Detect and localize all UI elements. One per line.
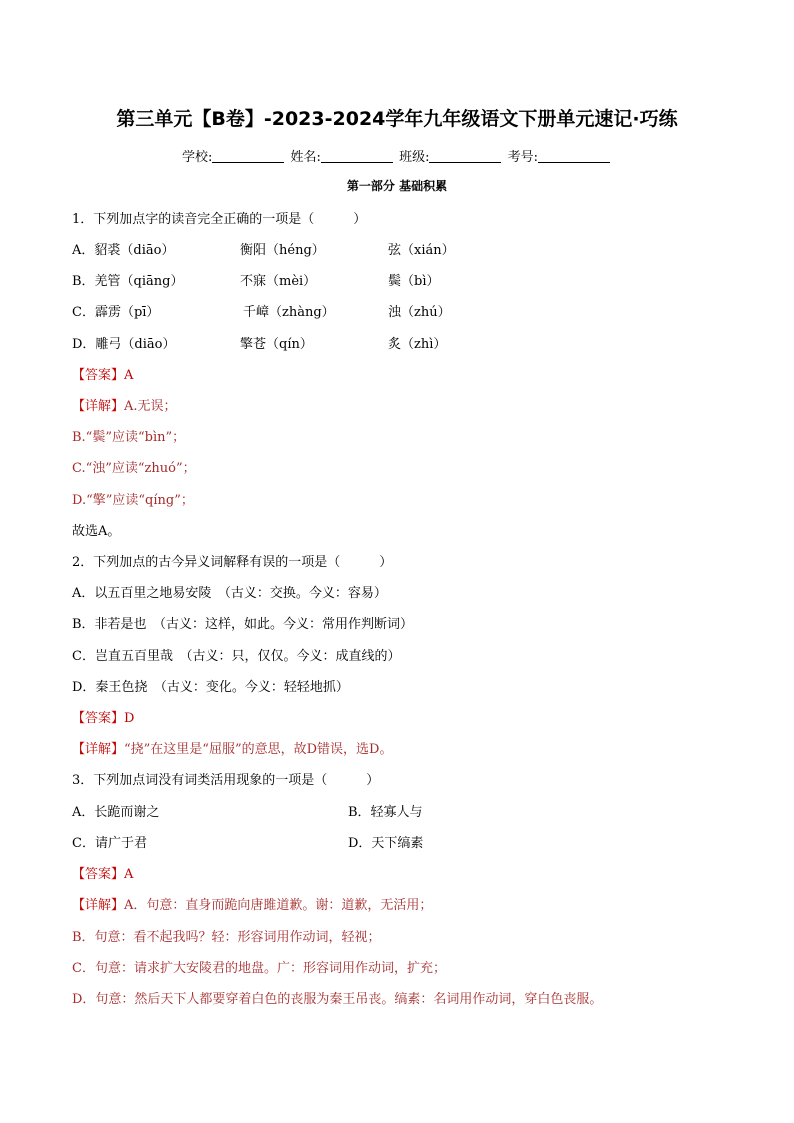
answer-value: A xyxy=(124,867,134,882)
q2-answer xyxy=(72,707,134,726)
q1-answer xyxy=(72,364,133,383)
q3-detail-d: D．句意：然后天下人都要穿着白色的丧服为秦王吊丧。缟素：名词用作动词，穿白色丧服。 xyxy=(72,992,603,1007)
answer-value: D xyxy=(124,711,135,726)
q1-option-a-3: 弦（xián） xyxy=(388,243,455,258)
class-label: 班级: xyxy=(399,150,430,165)
q1-option-a-1: A．貂裘（diāo） xyxy=(72,243,175,258)
q1-option-c-2: 千嶂（zhàng） xyxy=(243,305,335,320)
q3-answer xyxy=(72,863,133,882)
exam-no-blank[interactable] xyxy=(538,150,610,163)
q3-detail-c: C．句意：请求扩大安陵君的地盘。广：形容词用作动词，扩充； xyxy=(72,961,446,976)
q1-option-b-1: B．羌管（qiāng） xyxy=(72,274,184,289)
q2-detail xyxy=(72,738,392,757)
q1-detail-d: D.“擎”应读“qíng”； xyxy=(72,493,194,508)
answer-value: A xyxy=(124,368,134,383)
q3-option-d: D．天下缟素 xyxy=(348,836,424,851)
school-blank[interactable] xyxy=(212,150,284,163)
name-blank[interactable] xyxy=(321,150,393,163)
school-label: 学校: xyxy=(182,150,213,165)
q2-option-c: C．岂直五百里哉 （古义：只，仅仅。今义：成直线的） xyxy=(72,649,401,664)
q3-option-a: A．长跪而谢之 xyxy=(72,805,160,820)
q3-stem: 3．下列加点词没有词类活用现象的一项是（ ） xyxy=(72,773,380,788)
class-blank[interactable] xyxy=(429,150,501,163)
q1-detail xyxy=(72,395,177,414)
q1-option-b-2: 不寐（mèi） xyxy=(240,274,317,289)
q1-stem: 1．下列加点字的读音完全正确的一项是（ ） xyxy=(72,212,367,227)
q3-detail-b: B．句意：看不起我吗？轻：形容词用作动词，轻视； xyxy=(72,930,381,945)
q2-option-a: A．以五百里之地易安陵 （古义：交换。今义：容易） xyxy=(72,586,387,601)
q1-option-a-2: 衡阳（héng） xyxy=(240,243,325,258)
section-heading: 第一部分 基础积累 xyxy=(346,179,448,193)
q1-option-b-3: 鬓（bì） xyxy=(388,274,440,289)
q2-option-d: D．秦王色挠 （古义：变化。今义：轻轻地抓） xyxy=(72,680,349,695)
q3-option-c: C．请广于君 xyxy=(72,836,147,851)
name-label: 姓名: xyxy=(290,150,321,165)
detail-text: “挠”在这里是“屈服”的意思，故D错误，选D。 xyxy=(124,742,393,757)
page-title: 第三单元【B卷】-2023-2024学年九年级语文下册单元速记·巧练 xyxy=(116,108,678,130)
q3-option-b: B．轻寡人与 xyxy=(348,805,423,820)
q1-option-d-2: 擎苍（qín） xyxy=(240,337,313,352)
q1-option-c-3: 浊（zhú） xyxy=(388,305,451,320)
q1-conclusion: 故选A。 xyxy=(72,524,121,539)
detail-tag: 【详解】 xyxy=(72,898,125,913)
q1-option-c-1: C．霹雳（pī） xyxy=(72,305,160,320)
q2-stem: 2．下列加点的古今异义词解释有误的一项是（ ） xyxy=(72,555,393,570)
q2-option-b: B．非若是也 （古义：这样，如此。今义：常用作判断词） xyxy=(72,617,414,632)
q1-detail-c: C.“浊”应读“zhuó”； xyxy=(72,461,196,476)
q1-option-d-1: D．雕弓（diāo） xyxy=(72,337,176,352)
exam-no-label: 考号: xyxy=(507,150,538,165)
q3-detail xyxy=(72,894,432,913)
detail-text: A．句意：直身而跪向唐雎道歉。谢：道歉，无活用； xyxy=(124,898,433,913)
answer-tag: 【答案】 xyxy=(72,368,125,383)
answer-tag: 【答案】 xyxy=(72,711,125,726)
q1-option-d-3: 炙（zhì） xyxy=(388,337,447,352)
student-info-line xyxy=(0,146,794,165)
detail-text: A.无误； xyxy=(124,399,177,414)
detail-tag: 【详解】 xyxy=(72,399,125,414)
detail-tag: 【详解】 xyxy=(72,742,125,757)
q1-detail-b: B.“鬓”应读“bìn”； xyxy=(72,430,186,445)
answer-tag: 【答案】 xyxy=(72,867,125,882)
